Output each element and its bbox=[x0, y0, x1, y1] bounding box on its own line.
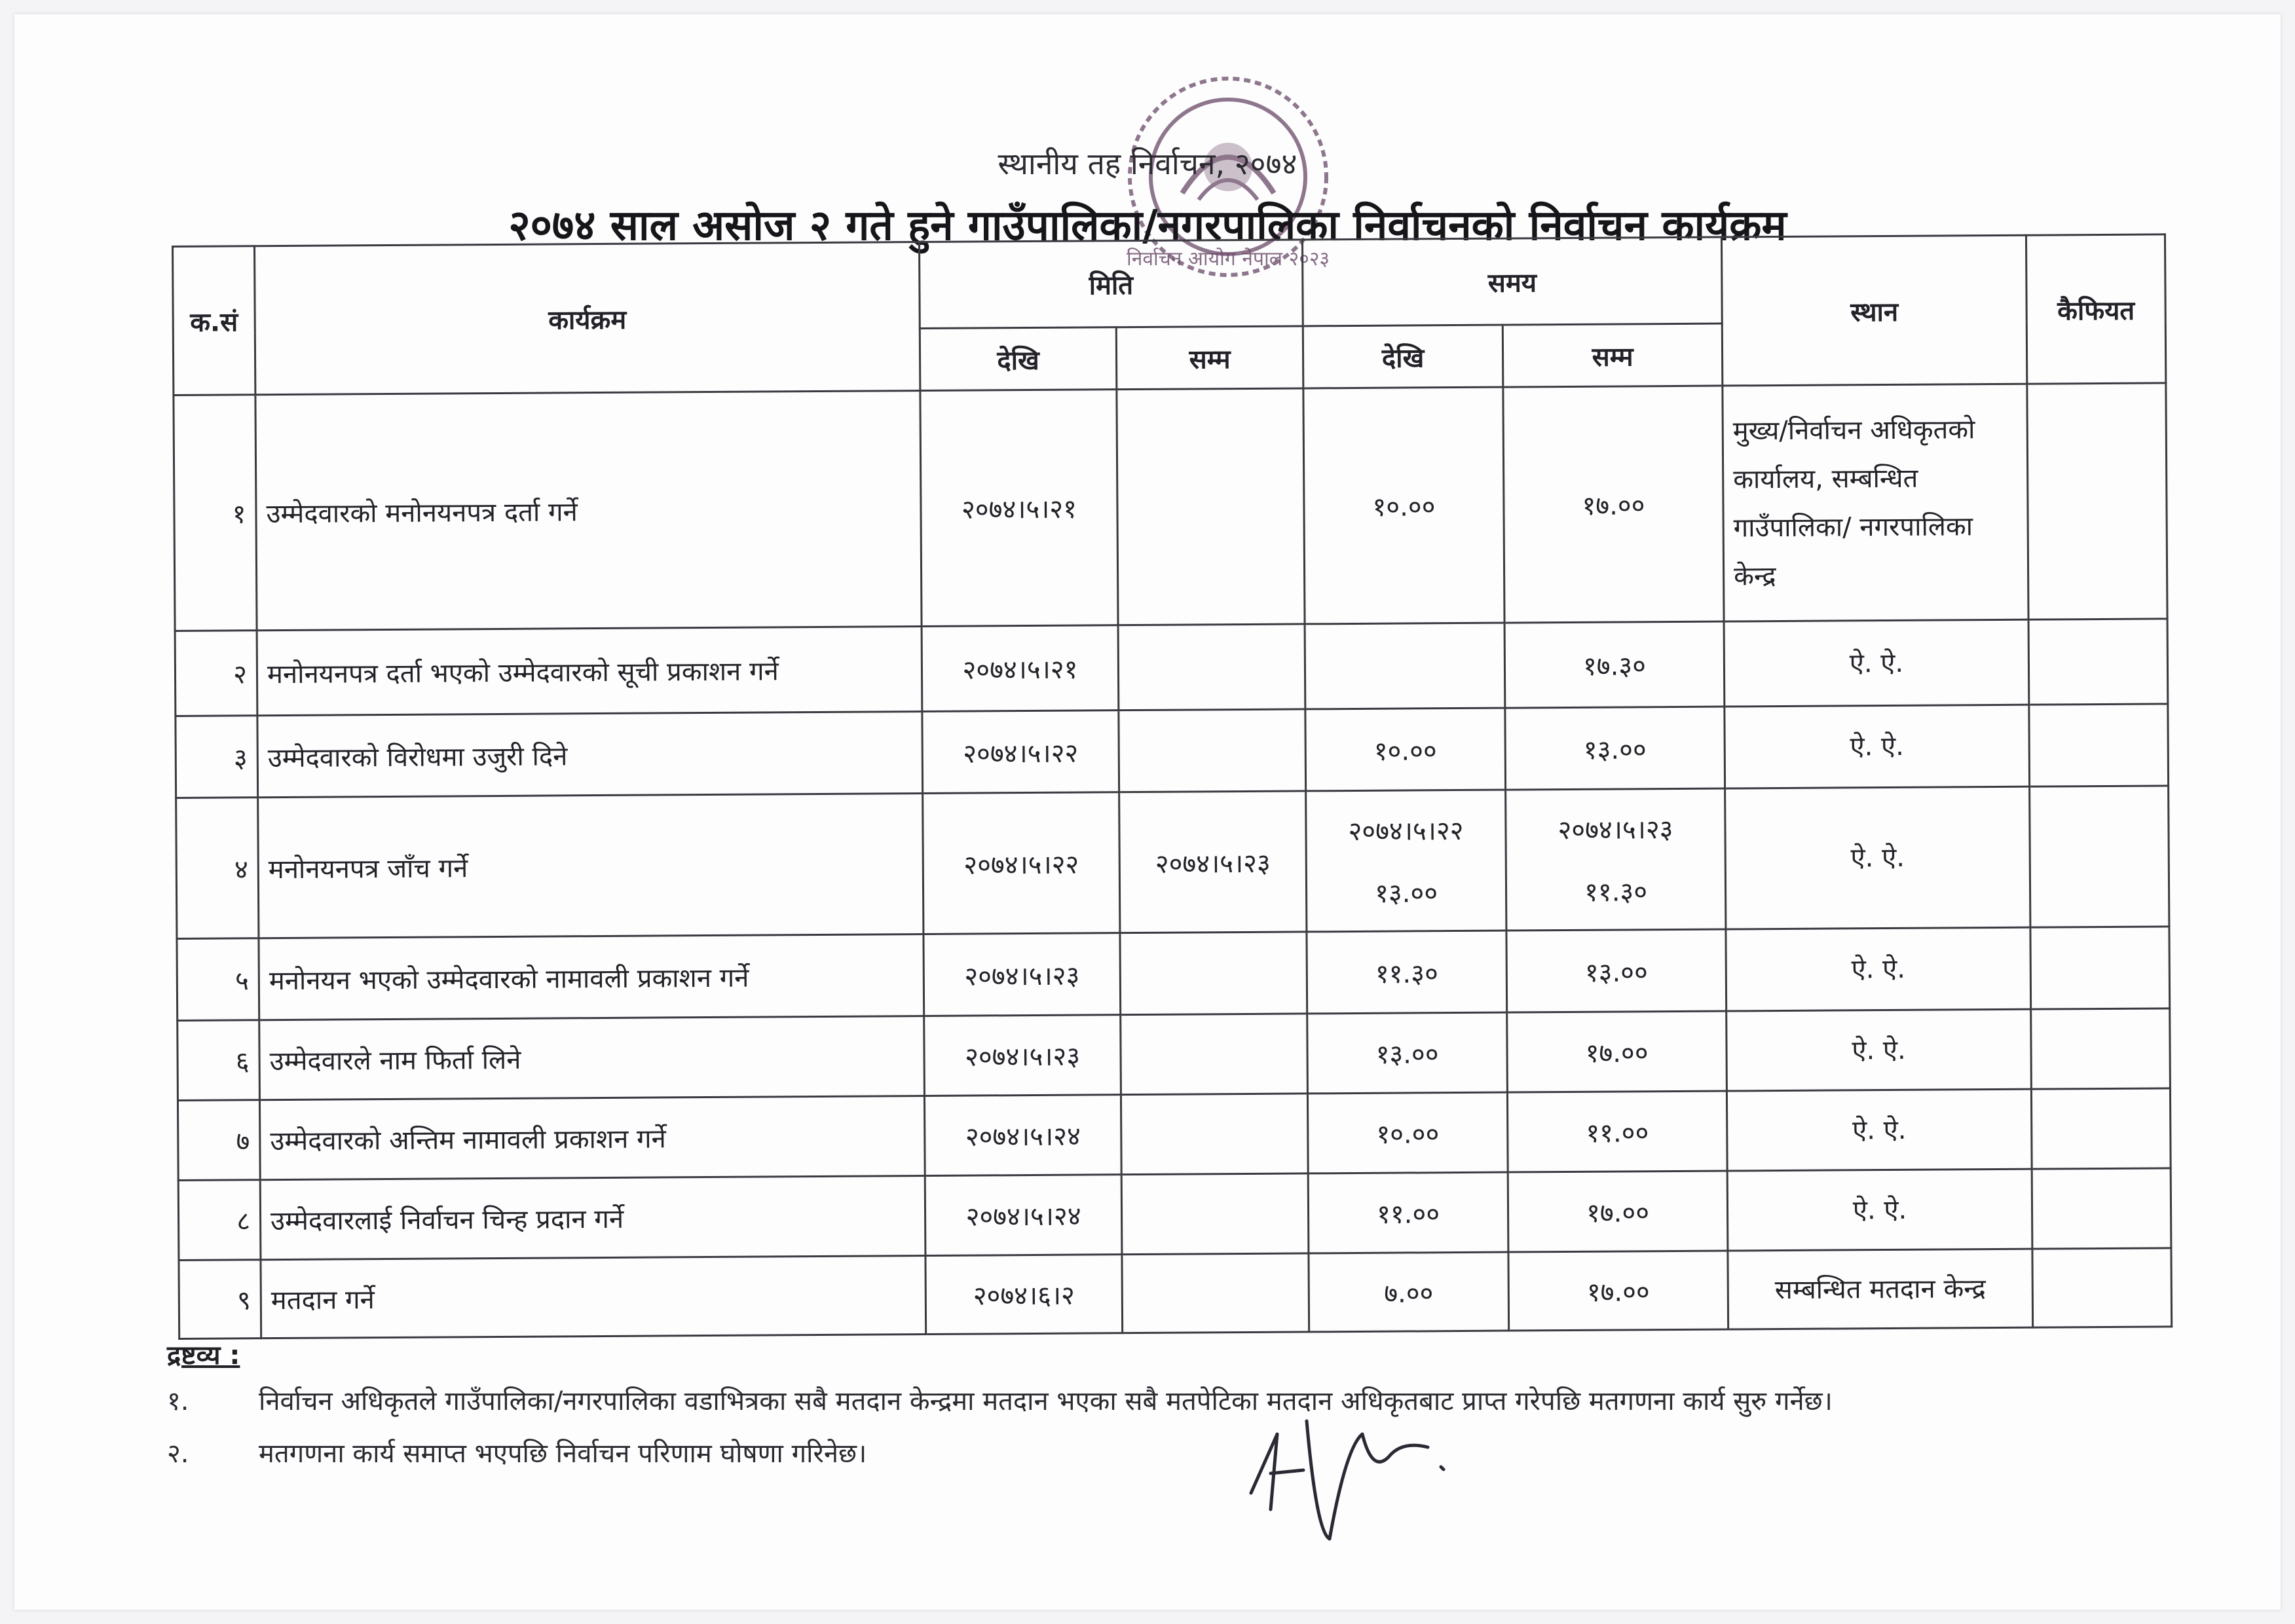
row-date-to bbox=[1118, 624, 1305, 710]
row-sn: १ bbox=[174, 395, 257, 631]
row-place: ऐ. ऐ. bbox=[1726, 1089, 2032, 1171]
row-remarks bbox=[2032, 1248, 2172, 1327]
notes-title: द्रष्टव्य : bbox=[167, 1340, 240, 1371]
row-date-to bbox=[1121, 1173, 1309, 1255]
row-program: मनोनयन भएको उम्मेदवारको नामावली प्रकाशन गर्ने bbox=[259, 934, 924, 1020]
header-date-from: देखि bbox=[920, 327, 1117, 391]
row-remarks bbox=[2029, 704, 2169, 786]
row-date-from: २०७४।५।२१ bbox=[920, 390, 1118, 627]
note-item bbox=[167, 1382, 1833, 1418]
header-sn: क.सं bbox=[173, 246, 255, 396]
note-item bbox=[167, 1434, 867, 1470]
row-time-from: १०.०० bbox=[1307, 1092, 1508, 1173]
row-remarks bbox=[2030, 786, 2169, 927]
election-schedule-table bbox=[172, 233, 2173, 1340]
row-date-from: २०७४।५।२४ bbox=[925, 1175, 1122, 1256]
seal-text: निर्वाचन आयोग नेपाल २०२३ bbox=[1126, 248, 1330, 270]
row-program: मतदान गर्ने bbox=[261, 1255, 926, 1338]
table-row bbox=[179, 1248, 2172, 1339]
row-sn: ७ bbox=[177, 1100, 260, 1181]
row-place: मुख्य/निर्वाचन अधिकृतको कार्यालय, सम्बन्धित गाउँपालिका/ नगरपालिका केन्द्र bbox=[1723, 384, 2028, 621]
row-sn: ८ bbox=[178, 1180, 261, 1261]
row-time-to: १७.०० bbox=[1507, 1011, 1727, 1092]
row-date-from: २०७४।६।२ bbox=[925, 1255, 1123, 1335]
row-time-from: १३.०० bbox=[1307, 1012, 1508, 1094]
table-row bbox=[176, 704, 2169, 798]
document-title: २०७४ साल असोज २ गते हुने गाउँपालिका/नगरपालिका निर्वाचनको निर्वाचन कार्यक्रम bbox=[508, 202, 1787, 250]
row-time-to: १७.०० bbox=[1508, 1251, 1728, 1331]
row-time-from-date: २०७४।५।२२ bbox=[1348, 815, 1464, 847]
row-place: सम्बन्धित मतदान केन्द्र bbox=[1728, 1249, 2033, 1329]
table-row bbox=[177, 1008, 2171, 1101]
row-time-to: १७.०० bbox=[1503, 386, 1724, 623]
row-remarks bbox=[2030, 927, 2170, 1009]
document-subtitle: स्थानीय तह निर्वाचन, २०७४ bbox=[998, 146, 1297, 181]
row-date-from: २०७४।५।२३ bbox=[924, 933, 1121, 1016]
row-program: मनोनयनपत्र जाँच गर्ने bbox=[258, 794, 924, 938]
header-date: मिति bbox=[919, 240, 1303, 329]
header-time: समय bbox=[1302, 237, 1722, 326]
row-time-to: ११.०० bbox=[1507, 1091, 1727, 1172]
row-time-to: १७.३० bbox=[1504, 621, 1725, 708]
note-number: २. bbox=[167, 1439, 189, 1469]
header-remarks: कैफियत bbox=[2026, 234, 2165, 384]
row-program: मनोनयनपत्र दर्ता भएको उम्मेदवारको सूची प्रकाशन गर्ने bbox=[257, 627, 922, 716]
row-remarks bbox=[2032, 1168, 2171, 1249]
row-time-to-cell bbox=[1506, 788, 1726, 931]
row-program: उम्मेदवारले नाम फिर्ता लिने bbox=[259, 1016, 925, 1100]
row-program: उम्मेदवारको मनोनयनपत्र दर्ता गर्ने bbox=[255, 391, 922, 631]
row-remarks bbox=[2028, 619, 2168, 705]
header-time-from: देखि bbox=[1303, 325, 1503, 388]
row-date-to bbox=[1121, 1094, 1308, 1175]
row-time-to: १३.०० bbox=[1505, 707, 1725, 790]
row-date-to bbox=[1119, 709, 1306, 792]
row-remarks bbox=[2027, 383, 2167, 619]
header-time-to: सम्म bbox=[1502, 323, 1723, 387]
row-date-from: २०७४।५।२४ bbox=[924, 1095, 1121, 1176]
note-number: १. bbox=[167, 1386, 189, 1416]
row-place: ऐ. ऐ. bbox=[1727, 1169, 2032, 1251]
row-date-from: २०७४।५।२१ bbox=[922, 625, 1119, 712]
row-program: उम्मेदवारको विरोधमा उजुरी दिने bbox=[257, 712, 923, 798]
row-time-from: ७.०० bbox=[1309, 1252, 1509, 1332]
row-time-from: १३.०० bbox=[1374, 878, 1438, 909]
row-time-from-cell bbox=[1306, 790, 1506, 932]
row-sn: २ bbox=[175, 631, 257, 716]
row-place: ऐ. ऐ. bbox=[1725, 705, 2030, 788]
row-time-from bbox=[1305, 623, 1505, 709]
row-date-to bbox=[1120, 932, 1307, 1015]
row-date-to: २०७४।५।२३ bbox=[1119, 791, 1307, 933]
row-date-from: २०७४।५।२२ bbox=[922, 710, 1119, 794]
row-remarks bbox=[2031, 1088, 2171, 1169]
row-sn: ५ bbox=[177, 938, 259, 1021]
row-program: उम्मेदवारलाई निर्वाचन चिन्ह प्रदान गर्ने bbox=[260, 1176, 925, 1260]
table-row bbox=[175, 619, 2168, 716]
row-time-from: १०.०० bbox=[1305, 708, 1506, 791]
row-date-to bbox=[1117, 388, 1305, 625]
table-row bbox=[177, 1088, 2171, 1181]
row-sn: ६ bbox=[177, 1020, 260, 1101]
note-text: निर्वाचन अधिकृतले गाउँपालिका/नगरपालिका वडाभित्रका सबै मतदान केन्द्रमा मतदान भएका सबै मतपेटिका मतदान अधिकृतबाट प्राप्त गरेपछि मतगणना कार्य सुरु गर्नेछ। bbox=[259, 1386, 1833, 1416]
header-place: स्थान bbox=[1721, 235, 2026, 386]
row-time-to-date: २०७४।५।२३ bbox=[1558, 815, 1673, 846]
row-time-to: १७.०० bbox=[1508, 1171, 1728, 1252]
table-row bbox=[176, 786, 2169, 939]
row-sn: ९ bbox=[179, 1260, 261, 1339]
row-program: उम्मेदवारको अन्तिम नामावली प्रकाशन गर्ने bbox=[259, 1096, 925, 1180]
row-sn: ४ bbox=[176, 798, 259, 939]
row-date-to bbox=[1122, 1253, 1309, 1333]
table-row bbox=[178, 1168, 2171, 1261]
row-remarks bbox=[2031, 1008, 2171, 1089]
header-row-top bbox=[173, 234, 2166, 333]
row-place: ऐ. ऐ. bbox=[1726, 1009, 2032, 1091]
row-date-from: २०७४।५।२३ bbox=[924, 1015, 1121, 1096]
row-time-from: ११.३० bbox=[1307, 931, 1507, 1014]
row-time-from: ११.०० bbox=[1308, 1172, 1508, 1253]
row-time-from: १०.०० bbox=[1303, 387, 1504, 624]
row-place: ऐ. ऐ. bbox=[1724, 619, 2029, 707]
header-program: कार्यक्रम bbox=[255, 242, 920, 395]
row-place: ऐ. ऐ. bbox=[1725, 786, 2030, 929]
row-time-to: १३.०० bbox=[1506, 929, 1726, 1012]
row-time-to: ११.३० bbox=[1584, 877, 1648, 908]
row-place: ऐ. ऐ. bbox=[1726, 927, 2031, 1011]
note-text: मतगणना कार्य समाप्त भएपछि निर्वाचन परिणाम घोषणा गरिनेछ। bbox=[259, 1439, 867, 1469]
row-date-from: २०७४।५।२२ bbox=[923, 792, 1120, 934]
table-row bbox=[177, 927, 2170, 1021]
row-date-to bbox=[1121, 1014, 1308, 1095]
table-row bbox=[174, 383, 2167, 631]
header-date-to: सम्म bbox=[1116, 326, 1303, 390]
signature bbox=[1231, 1395, 1467, 1545]
row-sn: ३ bbox=[176, 716, 258, 798]
